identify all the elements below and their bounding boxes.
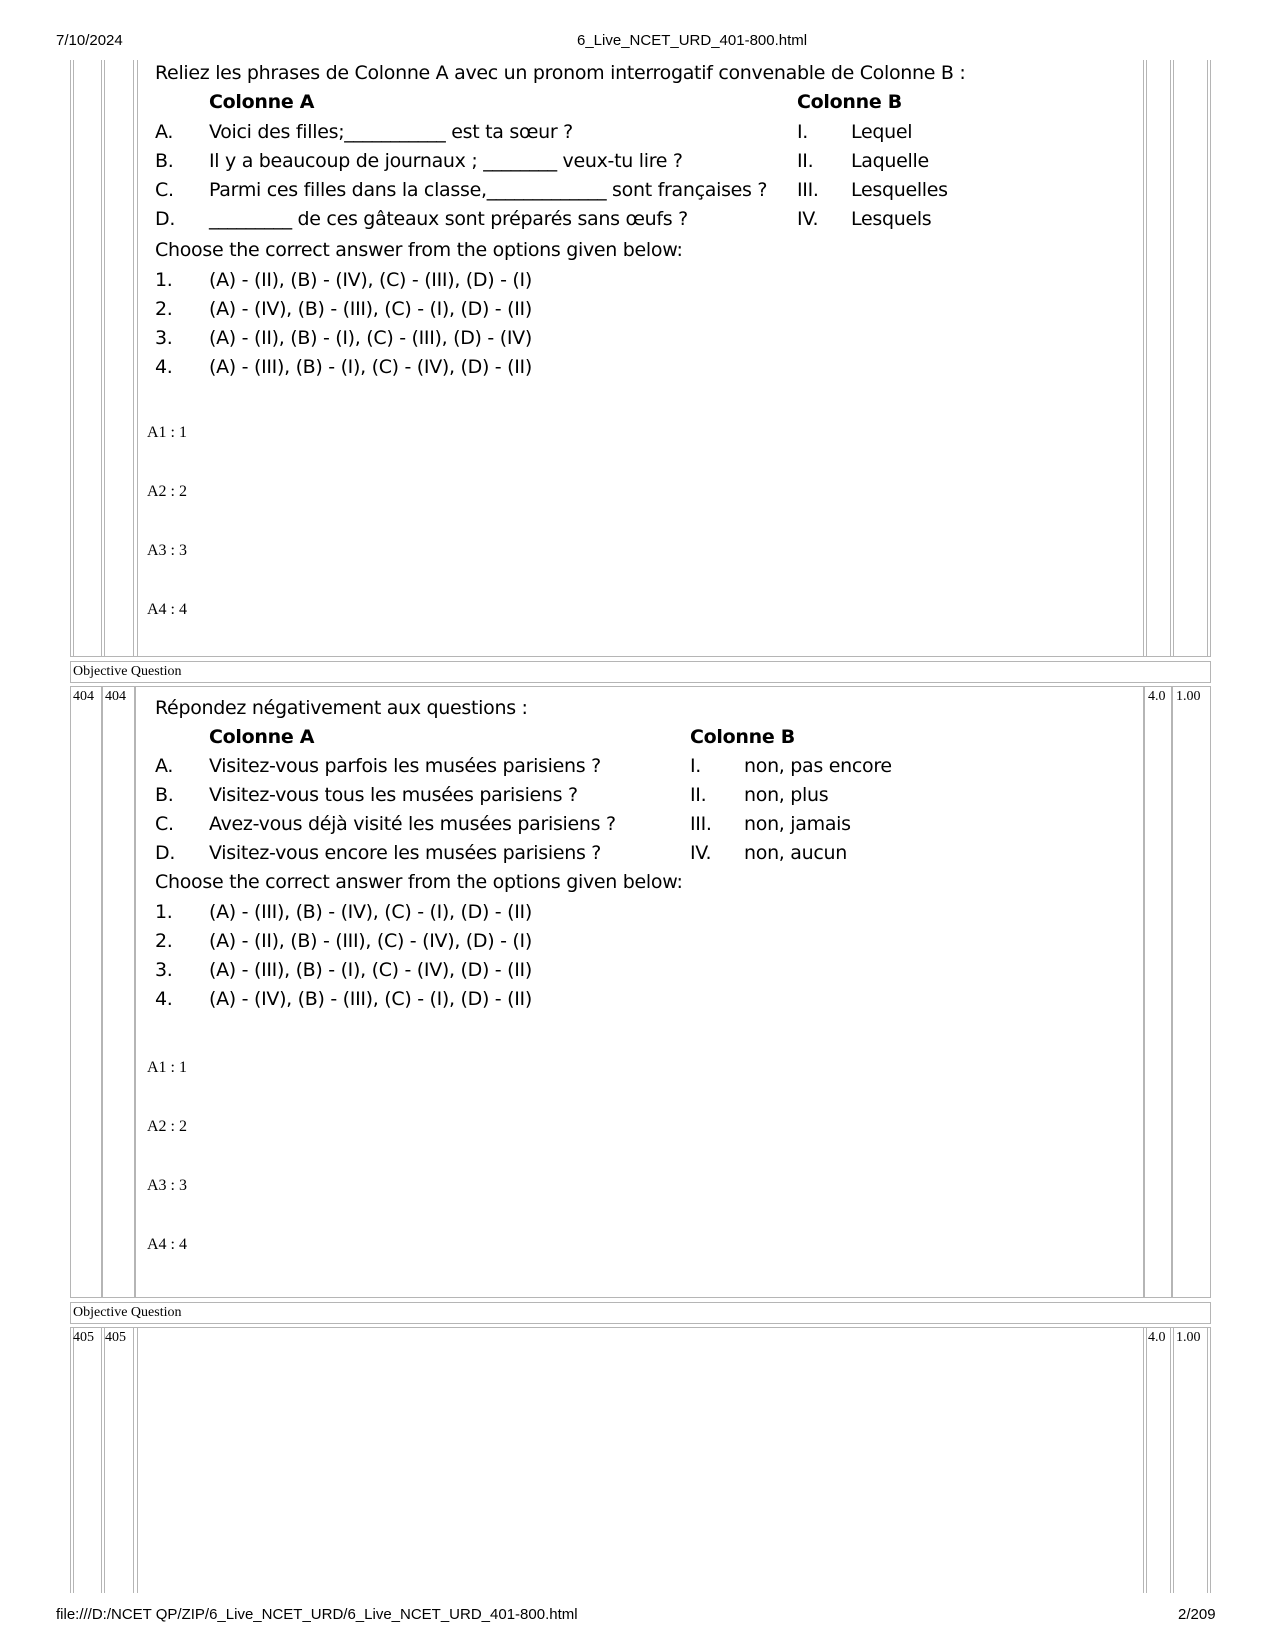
q404-option-num: 4. — [155, 988, 173, 1010]
q403-row-d-letter: D. — [155, 208, 176, 230]
q403-column-b-title: Colonne B — [797, 91, 902, 113]
q404-marks: 4.0 — [1148, 689, 1166, 704]
print-page-number: 2/209 — [1178, 1606, 1216, 1623]
q404-answer-3: A3 : 3 — [147, 1177, 187, 1194]
q404-option-text: (A) - (III), (B) - (I), (C) - (IV), (D) - (II) — [209, 959, 532, 981]
q403-row-c-text: Parmi ces filles dans la classe,_____________ sont françaises ? — [209, 179, 768, 201]
q404-option-text: (A) - (II), (B) - (III), (C) - (IV), (D) - (I) — [209, 930, 532, 952]
q404-qid-cell — [102, 686, 135, 1298]
q403-option-text: (A) - (II), (B) - (IV), (C) - (III), (D) - (I) — [209, 269, 532, 291]
q403-instruction: Reliez les phrases de Colonne A avec un pronom interrogatif convenable de Colonne B : — [155, 62, 966, 84]
q403-col-b-text-1: Lequel — [851, 121, 913, 143]
q404-marks-cell — [1144, 686, 1172, 1298]
q404-instruction: Répondez négativement aux questions : — [155, 697, 528, 719]
q403-choose-instruction: Choose the correct answer from the options given below: — [155, 239, 683, 261]
question-type-label: Objective Question — [73, 664, 182, 679]
q403-column-a-title: Colonne A — [209, 91, 315, 113]
q404-option-num: 3. — [155, 959, 173, 981]
q403-row-b-text: Il y a beaucoup de journaux ; ________ veux-tu lire ? — [209, 150, 683, 172]
q403-option-text: (A) - (II), (B) - (I), (C) - (III), (D) - (IV) — [209, 327, 532, 349]
q403-option-num: 2. — [155, 298, 173, 320]
q404-row-b-text: Visitez-vous tous les musées parisiens ? — [209, 784, 578, 806]
q404-answer-1: A1 : 1 — [147, 1059, 187, 1076]
q403-col-b-num-4: IV. — [797, 208, 819, 230]
q404-answer-4: A4 : 4 — [147, 1236, 187, 1253]
q404-answer-2: A2 : 2 — [147, 1118, 187, 1135]
q404-option-num: 1. — [155, 901, 173, 923]
q403-option-num: 1. — [155, 269, 173, 291]
q404-neg-cell — [1172, 686, 1211, 1298]
q404-column-b-title: Colonne B — [690, 726, 795, 748]
q404-row-b-letter: B. — [155, 784, 174, 806]
q403-row-a-text: Voici des filles;___________ est ta sœur ? — [209, 121, 573, 143]
q404-row-c-letter: C. — [155, 813, 174, 835]
q403-answer-3: A3 : 3 — [147, 542, 187, 559]
q403-col-b-num-1: I. — [797, 121, 809, 143]
q404-row-c-text: Avez-vous déjà visité les musées parisiens ? — [209, 813, 616, 835]
q405-question-id: 405 — [105, 1330, 126, 1345]
q404-col-b-num-1: I. — [690, 755, 702, 777]
q405-serial-number: 405 — [73, 1330, 94, 1345]
q404-col-b-num-2: II. — [690, 784, 707, 806]
print-file-path: file:///D:/NCET QP/ZIP/6_Live_NCET_URD/6_Live_NCET_URD_401-800.html — [56, 1606, 578, 1623]
q403-option-num: 3. — [155, 327, 173, 349]
q403-answer-1: A1 : 1 — [147, 424, 187, 441]
q404-col-b-text-3: non, jamais — [744, 813, 851, 835]
q404-col-b-num-4: IV. — [690, 842, 712, 864]
question-type-label: Objective Question — [73, 1305, 182, 1320]
q404-col-b-text-2: non, plus — [744, 784, 829, 806]
q403-col-b-text-2: Laquelle — [851, 150, 929, 172]
q403-option-text: (A) - (III), (B) - (I), (C) - (IV), (D) - (II) — [209, 356, 532, 378]
q404-sno-cell — [70, 686, 102, 1298]
q404-negative-marks: 1.00 — [1176, 689, 1201, 704]
q403-col-b-text-3: Lesquelles — [851, 179, 948, 201]
q404-option-text: (A) - (IV), (B) - (III), (C) - (I), (D) - (II) — [209, 988, 532, 1010]
q405-negative-marks: 1.00 — [1176, 1330, 1201, 1345]
q405-marks: 4.0 — [1148, 1330, 1166, 1345]
q403-col-b-num-2: II. — [797, 150, 814, 172]
q403-row-a-letter: A. — [155, 121, 174, 143]
q403-option-text: (A) - (IV), (B) - (III), (C) - (I), (D) - (II) — [209, 298, 532, 320]
q404-col-b-num-3: III. — [690, 813, 712, 835]
q403-row-c-letter: C. — [155, 179, 174, 201]
print-title: 6_Live_NCET_URD_401-800.html — [577, 32, 808, 49]
q404-row-a-text: Visitez-vous parfois les musées parisiens ? — [209, 755, 601, 777]
q403-answer-4: A4 : 4 — [147, 601, 187, 618]
q404-row-d-text: Visitez-vous encore les musées parisiens ? — [209, 842, 602, 864]
q404-column-a-title: Colonne A — [209, 726, 315, 748]
q404-col-b-text-4: non, aucun — [744, 842, 848, 864]
q404-col-b-text-1: non, pas encore — [744, 755, 892, 777]
q404-serial-number: 404 — [73, 689, 94, 704]
q404-choose-instruction: Choose the correct answer from the options given below: — [155, 871, 683, 893]
q404-row-a-letter: A. — [155, 755, 174, 777]
q404-row-d-letter: D. — [155, 842, 176, 864]
q403-col-b-num-3: III. — [797, 179, 819, 201]
q404-option-num: 2. — [155, 930, 173, 952]
q403-answer-2: A2 : 2 — [147, 483, 187, 500]
print-date: 7/10/2024 — [56, 32, 123, 49]
q404-option-text: (A) - (III), (B) - (IV), (C) - (I), (D) - (II) — [209, 901, 532, 923]
q403-row-b-letter: B. — [155, 150, 174, 172]
q403-option-num: 4. — [155, 356, 173, 378]
q404-question-id: 404 — [105, 689, 126, 704]
q403-col-b-text-4: Lesquels — [851, 208, 932, 230]
q403-row-d-text: _________ de ces gâteaux sont préparés sans œufs ? — [209, 208, 688, 230]
